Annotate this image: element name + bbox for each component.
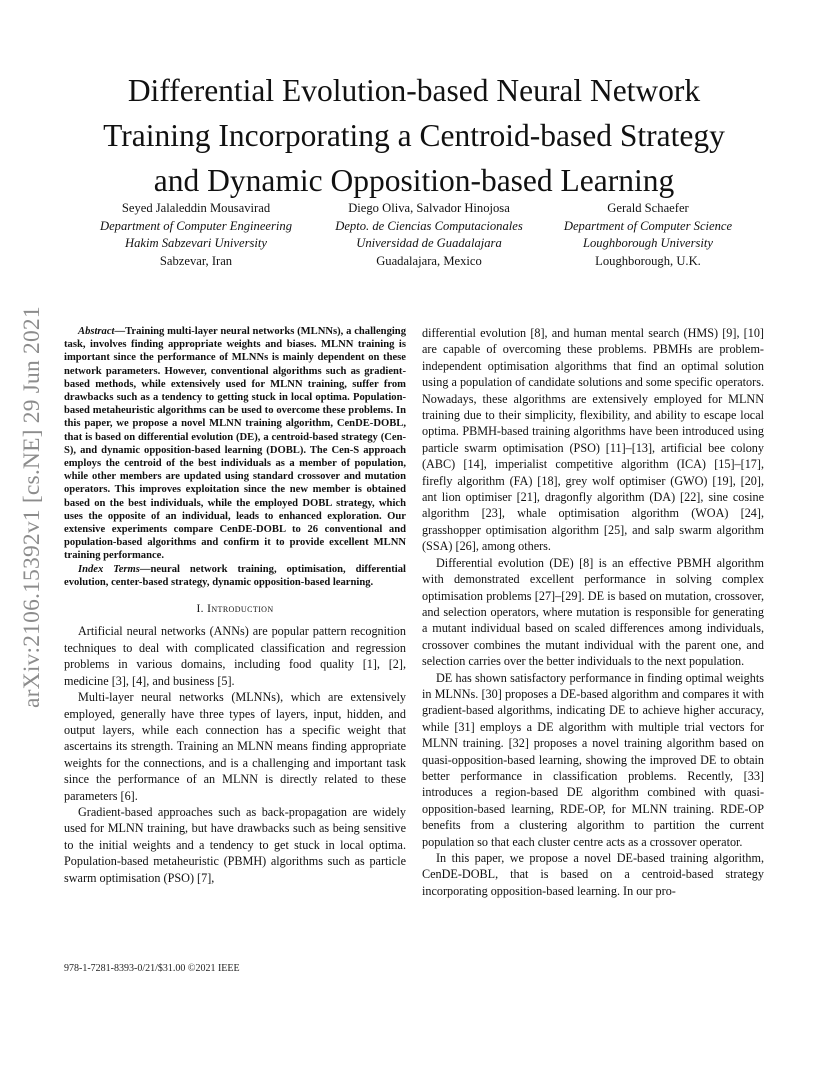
copyright-footer: 978-1-7281-8393-0/21/$31.00 ©2021 IEEE [64, 963, 240, 974]
body-paragraph: Multi-layer neural networks (MLNNs), which are extensively employed, generally have three types of layers, input, hidden, and output layers, while each connection has a specific weight that ascertains its strength. Training an MLNN means finding appropriate weights for the connections, and is a challenging and important task since the performance of an MLNN is directly related to these parameters [6]. [64, 690, 406, 803]
author-name: Gerald Schaefer [607, 201, 689, 215]
body-paragraph: Artificial neural networks (ANNs) are popular pattern recognition techniques to deal with complicated classification and regression problems in various domains, including food quality [1], [2], medicine [3], [4], and business [5]. [64, 624, 406, 688]
left-column [64, 325, 406, 886]
title-line: Training Incorporating a Centroid-based Strategy [103, 118, 725, 153]
section-heading: I. Introduction [196, 603, 274, 616]
abstract-lead: Abstract [78, 326, 115, 337]
author-1 [76, 200, 316, 270]
author-loc: Sabzevar, Iran [159, 253, 233, 268]
body-paragraph: In this paper, we propose a novel DE-based training algorithm, CenDE-DOBL, that is based on a centroid-based strategy incorporating opposition-based learning. In our pro- [422, 851, 764, 898]
title-line: Differential Evolution-based Neural Network [127, 73, 701, 108]
author-inst: Loughborough University [582, 236, 713, 250]
author-3 [528, 200, 768, 270]
body-paragraph: Differential evolution (DE) [8] is an effective PBMH algorithm with demonstrated excellent performance in solving complex optimisation problems [27]–[29]. DE is based on mutation, crossover, and selection operators, where mutation is responsible for generating a mutant individual based on scaled differences among individuals, crossover combines the mutant individual with the parent one, and selection carries over the better individuals to the next population. [422, 555, 764, 669]
abstract [64, 325, 406, 563]
author-block [0, 200, 828, 280]
author-name: Diego Oliva, Salvador Hinojosa [348, 201, 510, 215]
author-name: Seyed Jalaleddin Mousavirad [121, 201, 271, 215]
author-inst: Hakim Sabzevari University [125, 236, 267, 250]
abstract-text: —Training multi-layer neural networks (MLNNs), a challenging task, involves finding appropriate weights and biases. MLNN training is important since the performance of MLNNs is mainly dependent on these network parameters. However, conventional algorithms such as gradient-based methods, while extensively used for MLNN training, suffer from drawbacks such as a tendency to getting stuck in local optima. Population-based metaheuristic algorithms can be used to overcome these problems. In this paper, we propose a novel MLNN training algorithm, CenDE-DOBL, that is based on differential evolution (DE), a centroid-based strategy (Cen-S), and dynamic opposition-based learning (DOBL). The Cen-S approach employs the centroid of the best individuals as a member of population, while other members are updated using standard crossover and mutation operators. This improves exploitation since the new member is obtained based on the best individuals, while the employed DOBL strategy, which uses the opposite of an individual, leads to enhanced exploration. Our extensive experiments compare CenDE-DOBL to 26 conventional and population-based algorithms and confirm it to provide excellent MLNN training performance. [64, 326, 406, 562]
body-paragraph: Gradient-based approaches such as back-propagation are widely used for MLNN training, but have drawbacks such as being sensitive to the initial weights and a tendency to get stuck in local optima. Population-based metaheuristic (PBMH) algorithms such as particle swarm optimisation (PSO) [7], [64, 804, 406, 885]
arxiv-stamp: arXiv:2106.15392v1 [cs.NE] 29 Jun 2021 [19, 306, 45, 708]
body-paragraph: DE has shown satisfactory performance in finding optimal weights in MLNNs. [30] proposes a DE-based algorithm and compares it with gradient-based algorithms, indicating DE to achieve higher accuracy, while [31] employs a DE algorithm with multiple trial vectors for MLNN training. [32] proposes a novel training algorithm based on quasi-opposition-based learning, showing the improved DE to obtain better performance in classification problems. Recently, [33] introduces a region-based DE algorithm combined with quasi-opposition-based learning, RDE-OP, for MLNN training. RDE-OP benefits from a clustering algorithm to partition the current population so that each cluster centre acts as a crossover operator. [422, 670, 764, 849]
index-terms-text: —neural network training, optimisation, differential evolution, center-based strategy, dynamic opposition-based learning. [64, 563, 406, 588]
author-2 [309, 200, 549, 270]
index-terms [64, 563, 406, 589]
author-loc: Guadalajara, Mexico [376, 253, 482, 268]
right-column [422, 325, 764, 899]
author-dept: Department of Computer Science [563, 218, 733, 233]
index-terms-lead: Index Terms [78, 563, 140, 575]
author-inst: Universidad de Guadalajara [356, 236, 502, 250]
title-line: and Dynamic Opposition-based Learning [153, 163, 675, 198]
author-dept: Department of Computer Engineering [99, 218, 293, 233]
author-loc: Loughborough, U.K. [595, 253, 701, 268]
body-paragraph: differential evolution [8], and human mental search (HMS) [9], [10] are capable of overcoming these problems. PBMHs are problem-independent optimisation algorithms that find an optimal solution using a population of candidate solutions and some specific operators. Nowadays, these algorithms are extensively employed for MLNN training due to their simplicity, flexibility, and ability to escape local optima. PBMH-based training algorithms have been introduced using particle swarm optimisation (PSO) [11]–[13], artificial bee colony (ABC) [14], imperialist competitive algorithm (ICA) [15]–[17], firefly algorithm (FA) [18], grey wolf optimiser (GWO) [19], [20], ant lion optimiser [21], dragonfly algorithm (DA) [22], sine cosine algorithm [23], whale optimisation algorithm (WOA) [24], grasshopper optimisation algorithm [25], and salp swarm algorithm (SSA) [26], among others. [422, 326, 764, 554]
paper-title [60, 68, 768, 203]
author-dept: Depto. de Ciencias Computacionales [335, 218, 523, 233]
